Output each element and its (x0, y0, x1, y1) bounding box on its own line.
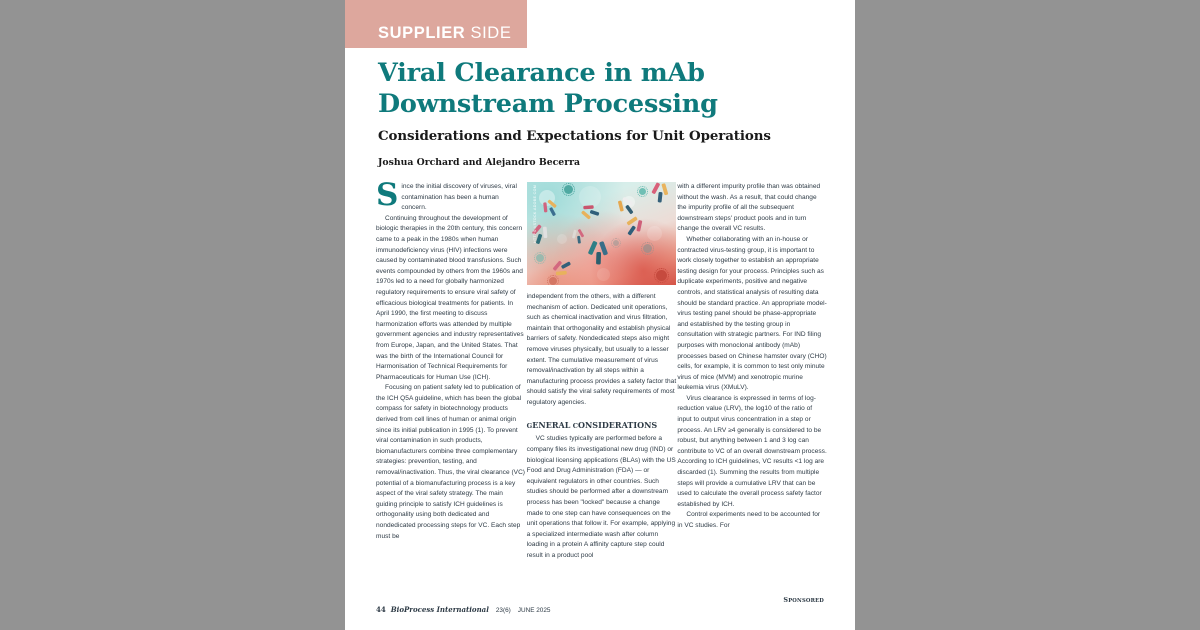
paragraph: VC studies typically are performed before a company files its investigational new drug (IND) or biological licensing applications (BLAs) with the US Food and Drug Administration (FDA) — or equivalent regulators in other countries. Such studies should be performed after a downstream process has been "locked" because a change made to one step can have consequences on the unit operations that follow it. For example, applying a specialized intermediate wash after column loading in a protein A affinity capture step could result in a product pool (526, 435, 676, 560)
section-heading-rest-2: ONSIDERATIONS (577, 419, 658, 430)
section-heading (527, 419, 677, 432)
figure-credit: HTTPS://STOCK.ADOBE.COM (532, 184, 537, 243)
section-heading-cap: G (526, 421, 533, 430)
page-title (378, 58, 828, 121)
paragraph: independent from the others, with a different mechanism of action. Dedicated unit operations, such as chemical inactivation and virus filtration, maintain that orthogonality and establish physical barriers of safety. Nondedicated steps also might remove viruses physically, but usually to a lesser extent. The cumulative measurement of virus removal/inactivation by all steps within a manufacturing process provides a safety factor that should satisfy the viral safety requirements of most regulatory agencies. (526, 293, 677, 406)
article-body (376, 177, 828, 590)
article-subtitle: Considerations and Expectations for Unit Operations (378, 127, 771, 144)
article-figure (527, 182, 676, 285)
page-number: 44 (376, 605, 386, 614)
page-footer (376, 605, 828, 614)
title-line-2: Downstream Processing (378, 89, 718, 120)
title-block (378, 58, 828, 168)
article-byline: Joshua Orchard and Alejandro Becerra (378, 156, 581, 168)
paragraph: Focusing on patient safety led to publication of the ICH Q5A guideline, which has been the global compass for safety in biotechnology products derived from cell lines of human or animal origin since its initial publication in 1995 (1). To prevent viral contamination in such products, biomanufacturers combine three complementary strategies: prevention, testing, and removal/inactivation. Thus, the viral clearance (VC) potential of a biomanufacturing process is a key aspect of the viral safety strategy. The main guiding principle to satisfy ICH guidelines is orthogonality using both dedicated and nondedicated processing steps for VC. Each step must be (376, 384, 526, 540)
kicker-label (378, 24, 511, 43)
text-column-1 (376, 177, 526, 590)
antibody-illustration-icon (527, 182, 676, 285)
kicker-light-word: SIDE (470, 24, 512, 42)
title-line-1: Viral Clearance in mAb (378, 58, 705, 88)
sponsored-cap: S (783, 596, 789, 604)
paragraph: Virus clearance is expressed in terms of log-reduction value (LRV), the log10 of the ratio of input to output virus concentration in a step or process. An LRV ≥4 generally is considered to be robust, but anything between 1 and 3 log can contribute to VC of an overall downstream process. According to ICH guidelines, VC results <1 log are discarded (1). Summing the results from multiple steps will provide a cumulative LRV that can be used to calculate the overall process safety factor established by ICH. (677, 394, 827, 508)
paragraph: with a different impurity profile than was obtained without the wash. As a result, that could change the impurity profile of all the subsequent downstream steps' product pools and in turn change the overall VC results. (677, 183, 821, 233)
sponsored-label (783, 596, 824, 604)
sponsored-rest: PONSORED (788, 598, 824, 604)
paragraph: Control experiments need to be accounted for in VC studies. For (677, 511, 821, 529)
paragraph: Since the initial discovery of viruses, viral contamination has been a human concern. (376, 177, 517, 213)
text-column-2 (527, 182, 677, 590)
magazine-name: BioProcess International (390, 605, 489, 614)
issue-date: JUNE 2025 (517, 607, 551, 614)
paragraph: Continuing throughout the development of biologic therapies in the 20th century, this concern came to a peak in the 1980s when human immunodeficiency virus (HIV) infections were caused by contaminated blood transfusions. Such events compounded by others from the 1960s and 1970s led to a need for globally harmonized regulatory requirements to ensure viral safety of efficacious biological treatments for patients. In April 1990, the first meeting to discuss harmonization efforts was attended by multiple government agencies and industry representatives from Europe, Japan, and the United States. That was the birth of the International Council for Harmonisation of Technical Requirements for Pharmaceuticals for Human Use (ICH). (376, 214, 524, 381)
section-heading-cap-2: C (572, 421, 578, 430)
section-heading-rest: ENERAL (532, 419, 571, 430)
magazine-page (345, 0, 855, 630)
kicker-strong: SUPPLIER (378, 24, 466, 42)
paragraph: Whether collaborating with an in-house or contracted virus-testing group, it is important to work closely together to establish an appropriate testing design for your process. Principles such as duplicate experiments, positive and negative controls, and statistical analysis of resulting data should be standard practice. An appropriate model-virus testing panel should be phase-appropriate and established by the testing group in consultation with strategic partners. For IND filing purposes with monoclonal antibody (mAb) processes based on Chinese hamster ovary (CHO) cells, for example, it is common to test only minute virus of mice (MVM) and xenotropic murine leukemia virus (XMuLV). (677, 235, 827, 392)
text-column-3 (677, 182, 827, 590)
issue-number: 23(6) (495, 607, 511, 614)
